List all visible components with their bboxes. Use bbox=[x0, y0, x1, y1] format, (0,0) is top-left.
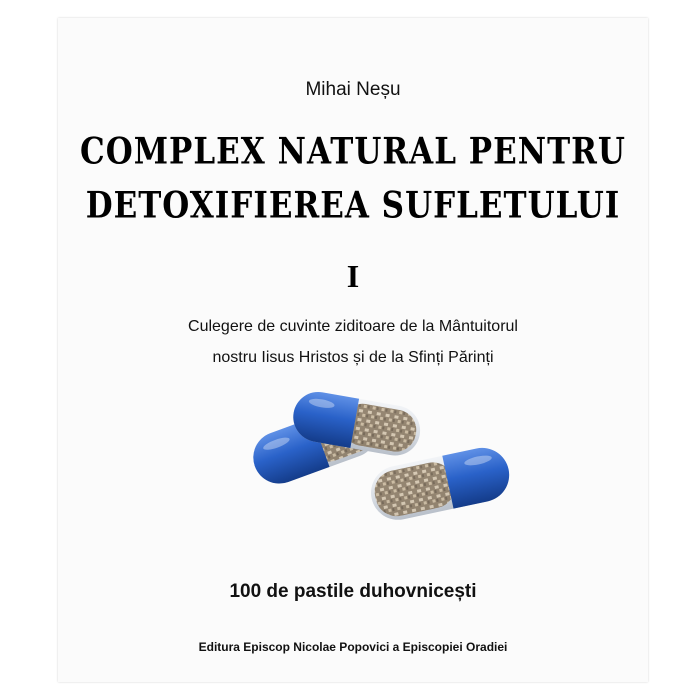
subtitle-line-1: Culegere de cuvinte ziditoare de la Mântuitorul bbox=[188, 318, 518, 335]
subtitle-line-2: nostru Iisus Hristos și de la Sfinți Părinți bbox=[212, 349, 494, 366]
title-line-2: DETOXIFIEREA SUFLETULUI bbox=[85, 184, 621, 228]
capsule-right bbox=[366, 443, 514, 525]
volume-number: I bbox=[346, 258, 360, 294]
author-name: Mihai Neșu bbox=[305, 79, 401, 100]
book-cover bbox=[58, 18, 648, 682]
publisher-name: Editura Episcop Nicolae Popovici a Episcopiei Oradiei bbox=[198, 640, 508, 654]
title-line-1: COMPLEX NATURAL PENTRU bbox=[80, 130, 626, 174]
capsule-pills-icon bbox=[226, 380, 516, 550]
tagline: 100 de pastile duhovnicești bbox=[229, 581, 477, 602]
